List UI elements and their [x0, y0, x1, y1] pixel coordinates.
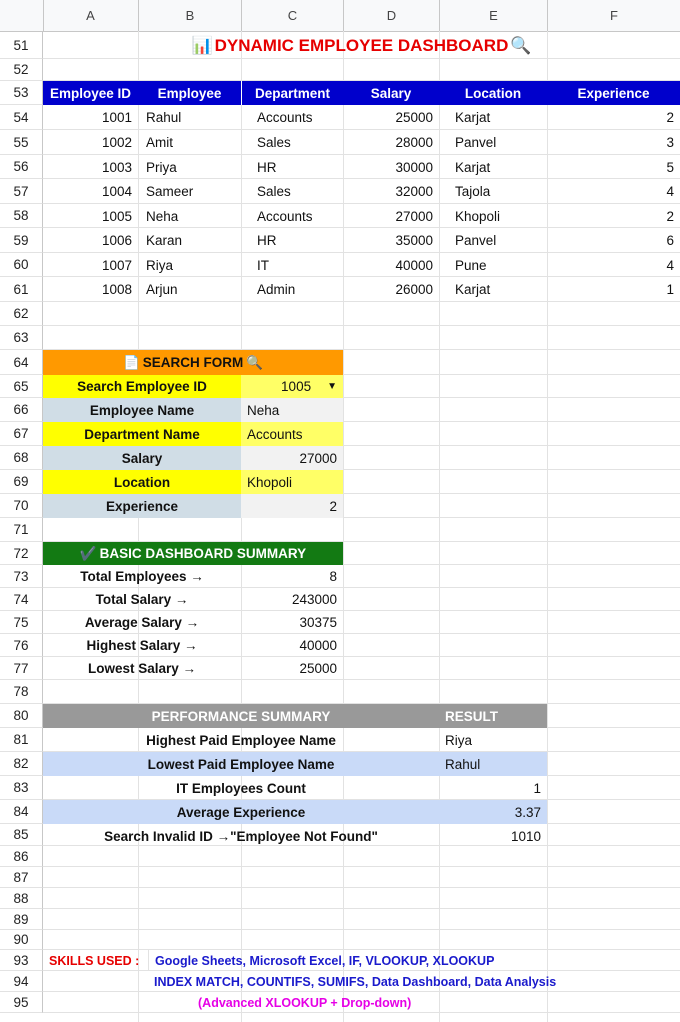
row-header[interactable]: 80 [0, 704, 43, 728]
table-cell[interactable]: 1005 [101, 208, 132, 224]
table-cell[interactable]: 1007 [101, 257, 132, 273]
skills-line-3[interactable]: (Advanced XLOOKUP + Drop-down) [198, 995, 412, 1010]
row-header[interactable]: 84 [0, 800, 43, 824]
dashboard-title-text: DYNAMIC EMPLOYEE DASHBOARD [214, 35, 509, 55]
performance-value[interactable]: Rahul [439, 752, 547, 776]
summary-value[interactable]: 243000 [291, 592, 337, 607]
row-header[interactable]: 82 [0, 752, 43, 776]
table-cell[interactable]: Accounts [257, 109, 313, 125]
chart-icon: 📊 [191, 35, 213, 55]
summary-label: Total Salary → [95, 592, 189, 607]
checkmark-icon: ✔️ [79, 545, 97, 561]
table-cell[interactable]: 1001 [101, 109, 132, 125]
table-cell[interactable]: 1003 [101, 159, 132, 175]
row-header[interactable]: 76 [0, 634, 43, 657]
row-header[interactable]: 70 [0, 494, 43, 518]
select-all-corner[interactable] [0, 0, 44, 31]
document-icon: 📄 [122, 354, 140, 370]
row-header[interactable]: 87 [0, 867, 43, 888]
magnifier-icon: 🔍 [510, 35, 532, 55]
table-cell[interactable]: Admin [257, 281, 296, 297]
row-header[interactable]: 89 [0, 909, 43, 930]
summary-value[interactable]: 40000 [299, 638, 337, 653]
table-cell[interactable]: 2 [666, 109, 674, 125]
performance-value[interactable]: 3.37 [439, 800, 547, 824]
table-cell[interactable]: 1004 [101, 183, 132, 199]
table-cell[interactable]: Arjun [146, 281, 178, 297]
table-cell[interactable]: Riya [146, 257, 174, 273]
table-cell[interactable]: 4 [666, 183, 674, 199]
row-header[interactable]: 71 [0, 518, 43, 542]
summary-label: Total Employees → [80, 569, 204, 584]
row-header[interactable]: 72 [0, 542, 43, 565]
row-header[interactable]: 52 [0, 59, 43, 81]
table-cell[interactable]: Karjat [455, 281, 491, 297]
table-cell[interactable]: Tajola [455, 183, 491, 199]
table-cell[interactable]: Panvel [455, 134, 497, 150]
row-header[interactable]: 53 [0, 81, 43, 105]
row-header[interactable]: 94 [0, 971, 43, 992]
performance-label: Average Experience [43, 800, 439, 824]
search-form-title-text: SEARCH FORM [142, 355, 244, 370]
row-header[interactable]: 81 [0, 728, 43, 752]
row-header[interactable]: 78 [0, 680, 43, 704]
header-employee-id[interactable]: Employee ID [43, 81, 138, 105]
table-cell[interactable]: 32000 [395, 183, 433, 199]
table-cell[interactable]: 3 [666, 134, 674, 150]
table-cell[interactable]: Panvel [455, 232, 497, 248]
table-cell[interactable]: 5 [666, 159, 674, 175]
row-header[interactable]: 75 [0, 611, 43, 634]
table-cell[interactable]: 4 [666, 257, 674, 273]
row-header[interactable]: 93 [0, 950, 43, 971]
summary-label: Highest Salary → [86, 638, 198, 653]
table-cell[interactable]: 1 [666, 281, 674, 297]
table-cell[interactable]: 27000 [395, 208, 433, 224]
performance-value[interactable]: 1 [533, 780, 541, 796]
header-location[interactable]: Location [439, 81, 547, 105]
table-cell[interactable]: 6 [666, 232, 674, 248]
table-cell[interactable]: Sameer [146, 183, 194, 199]
table-cell[interactable]: Sales [257, 134, 291, 150]
row-header[interactable]: 68 [0, 446, 43, 470]
skills-line-1[interactable]: Google Sheets, Microsoft Excel, IF, VLOOKUP, XLOOKUP [148, 950, 680, 971]
salary-label: Salary [43, 446, 241, 470]
skills-label: SKILLS USED : [49, 953, 140, 968]
table-cell[interactable]: Khopoli [455, 208, 501, 224]
table-cell[interactable]: 25000 [395, 109, 433, 125]
search-employee-id-value: 1005 [281, 379, 312, 394]
column-header-f[interactable]: F [610, 8, 618, 23]
column-header-e[interactable]: E [440, 0, 548, 31]
search-employee-id-dropdown[interactable] [241, 375, 343, 398]
search-employee-id-label: Search Employee ID [43, 375, 241, 398]
row-header[interactable]: 73 [0, 565, 43, 588]
table-cell[interactable]: 30000 [395, 159, 433, 175]
row-header[interactable]: 54 [0, 105, 43, 130]
row-header[interactable]: 95 [0, 992, 43, 1013]
row-header[interactable]: 65 [0, 375, 43, 398]
performance-summary-header[interactable]: PERFORMANCE SUMMARY [43, 704, 439, 728]
row-header[interactable]: 69 [0, 470, 43, 494]
skills-line-2[interactable]: INDEX MATCH, COUNTIFS, SUMIFS, Data Dashboard, Data Analysis [154, 974, 557, 989]
table-cell[interactable]: Sales [257, 183, 291, 199]
column-header-bar [0, 0, 680, 32]
table-cell[interactable]: Karjat [455, 159, 491, 175]
row-header[interactable]: 64 [0, 350, 43, 375]
row-header[interactable]: 63 [0, 326, 43, 350]
table-cell[interactable]: Karan [146, 232, 183, 248]
table-cell[interactable]: Priya [146, 159, 177, 175]
table-cell[interactable]: 40000 [395, 257, 433, 273]
table-cell[interactable]: Karjat [455, 109, 491, 125]
table-cell[interactable]: Pune [455, 257, 487, 273]
performance-label: Lowest Paid Employee Name [43, 752, 439, 776]
table-cell[interactable]: HR [257, 159, 277, 175]
table-cell[interactable]: 28000 [395, 134, 433, 150]
table-cell[interactable]: Neha [146, 208, 179, 224]
performance-label: IT Employees Count [176, 780, 306, 796]
summary-value[interactable]: 25000 [299, 661, 337, 676]
location-label: Location [43, 470, 241, 494]
performance-value[interactable]: 1010 [510, 828, 541, 844]
row-header[interactable]: 55 [0, 130, 43, 155]
row-header[interactable]: 51 [0, 32, 43, 59]
search-form-title[interactable] [43, 350, 343, 375]
column-header-b[interactable]: B [139, 0, 242, 31]
row-header[interactable]: 83 [0, 776, 43, 800]
performance-value[interactable]: Riya [445, 732, 473, 748]
table-cell[interactable]: Accounts [257, 208, 313, 224]
experience-value[interactable]: 2 [241, 494, 343, 518]
table-cell[interactable]: 1002 [101, 134, 132, 150]
table-cell[interactable]: 1008 [101, 281, 132, 297]
row-header[interactable]: 61 [0, 277, 43, 302]
column-header-c[interactable]: C [242, 0, 344, 31]
summary-label: Average Salary → [84, 615, 200, 630]
row-header[interactable]: 57 [0, 179, 43, 204]
summary-value[interactable]: 8 [329, 569, 337, 584]
row-header[interactable]: 58 [0, 204, 43, 228]
table-cell[interactable]: 2 [666, 208, 674, 224]
header-experience[interactable]: Experience [547, 81, 680, 105]
row-header[interactable]: 67 [0, 422, 43, 446]
employee-name-value[interactable]: Neha [241, 398, 343, 422]
basic-summary-title[interactable] [43, 542, 343, 565]
row-header[interactable]: 88 [0, 888, 43, 909]
row-header[interactable]: 86 [0, 846, 43, 867]
magnifier-icon: 🔍 [246, 354, 264, 370]
column-header-a[interactable]: A [43, 0, 139, 31]
row-header[interactable]: 62 [0, 302, 43, 326]
performance-label: Highest Paid Employee Name [146, 732, 336, 748]
row-header[interactable]: 59 [0, 228, 43, 253]
summary-label: Lowest Salary → [87, 661, 197, 676]
row-header[interactable]: 66 [0, 398, 43, 422]
row-header[interactable]: 74 [0, 588, 43, 611]
header-salary[interactable]: Salary [343, 81, 439, 105]
table-cell[interactable]: 1006 [101, 232, 132, 248]
dashboard-title[interactable] [43, 32, 680, 59]
department-name-value[interactable]: Accounts [241, 422, 343, 446]
employee-name-label: Employee Name [43, 398, 241, 422]
department-name-label: Department Name [43, 422, 241, 446]
row-header[interactable]: 56 [0, 155, 43, 179]
row-header[interactable]: 90 [0, 930, 43, 950]
table-cell[interactable]: 35000 [395, 232, 433, 248]
salary-value[interactable]: 27000 [241, 446, 343, 470]
column-header-d[interactable]: D [344, 0, 440, 31]
summary-value[interactable]: 30375 [299, 615, 337, 630]
experience-label: Experience [43, 494, 241, 518]
table-cell[interactable]: 26000 [395, 281, 433, 297]
row-header[interactable]: 77 [0, 657, 43, 680]
row-header[interactable]: 85 [0, 824, 43, 846]
location-value[interactable]: Khopoli [241, 470, 343, 494]
result-header[interactable]: RESULT [439, 704, 547, 728]
table-cell[interactable]: IT [257, 257, 269, 273]
header-employee[interactable]: Employee [138, 81, 241, 105]
table-cell[interactable]: HR [257, 232, 277, 248]
table-cell[interactable]: Rahul [146, 109, 182, 125]
dropdown-arrow-icon[interactable]: ▼ [327, 381, 337, 392]
performance-label: Search Invalid ID →"Employee Not Found" [104, 828, 378, 844]
row-header[interactable]: 60 [0, 253, 43, 277]
table-cell[interactable]: Amit [146, 134, 173, 150]
basic-summary-title-text: BASIC DASHBOARD SUMMARY [99, 546, 307, 561]
header-department[interactable]: Department [241, 81, 343, 105]
